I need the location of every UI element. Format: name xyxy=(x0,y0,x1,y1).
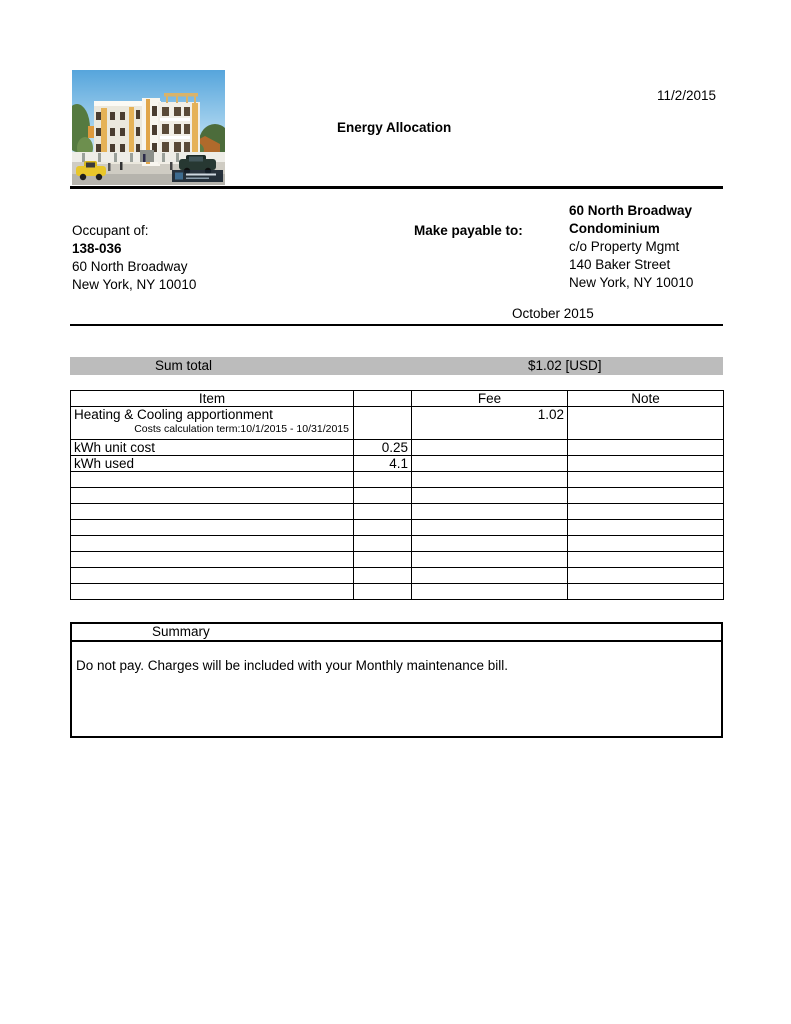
empty-cell xyxy=(354,536,412,552)
empty-cell xyxy=(568,488,724,504)
kwh-unit-cost-note-cell xyxy=(568,440,724,456)
empty-cell xyxy=(568,536,724,552)
empty-cell xyxy=(568,552,724,568)
kwh-unit-cost-label: kWh unit cost xyxy=(71,440,354,456)
empty-cell xyxy=(568,568,724,584)
building-photo xyxy=(72,70,225,185)
apportionment-item-cell xyxy=(71,407,354,440)
empty-cell xyxy=(354,568,412,584)
empty-cell xyxy=(568,472,724,488)
column-header-fee: Fee xyxy=(412,391,568,407)
payee-street: 140 Baker Street xyxy=(569,257,671,272)
empty-cell xyxy=(412,536,568,552)
photo-watermark xyxy=(172,170,223,182)
empty-cell xyxy=(71,584,354,600)
empty-row xyxy=(71,568,724,584)
row-kwh-used xyxy=(71,456,724,472)
header-divider xyxy=(70,186,723,189)
empty-cell xyxy=(568,504,724,520)
empty-cell xyxy=(354,584,412,600)
occupant-address-line2: New York, NY 10010 xyxy=(72,277,197,292)
summary-section xyxy=(70,622,723,738)
empty-cell xyxy=(354,520,412,536)
sum-total-label: Sum total xyxy=(155,358,213,373)
period-divider xyxy=(70,324,723,326)
kwh-used-label: kWh used xyxy=(71,456,354,472)
row-apportionment xyxy=(71,407,724,440)
summary-text: Do not pay. Charges will be included with your Monthly maintenance bill. xyxy=(76,658,508,673)
summary-label: Summary xyxy=(152,624,210,639)
empty-cell xyxy=(412,472,568,488)
fee-table-header-row xyxy=(71,391,724,407)
empty-row xyxy=(71,504,724,520)
kwh-used-value: 4.1 xyxy=(354,456,412,472)
empty-row xyxy=(71,472,724,488)
empty-cell xyxy=(412,488,568,504)
fee-table xyxy=(70,390,723,600)
payee-name-line2: Condominium xyxy=(569,221,660,236)
empty-cell xyxy=(568,584,724,600)
kwh-unit-cost-value: 0.25 xyxy=(354,440,412,456)
empty-cell xyxy=(71,504,354,520)
apportionment-fee-cell: 1.02 xyxy=(412,407,568,440)
empty-cell xyxy=(412,552,568,568)
summary-header xyxy=(72,624,721,642)
empty-cell xyxy=(354,488,412,504)
apportionment-note-cell xyxy=(568,407,724,440)
document-title: Energy Allocation xyxy=(337,120,452,135)
column-header-item: Item xyxy=(71,391,354,407)
empty-cell xyxy=(71,536,354,552)
billing-period: October 2015 xyxy=(512,306,594,321)
empty-cell xyxy=(71,568,354,584)
empty-row xyxy=(71,584,724,600)
occupant-address-line1: 60 North Broadway xyxy=(72,259,188,274)
empty-cell xyxy=(71,552,354,568)
empty-row xyxy=(71,520,724,536)
occupant-label: Occupant of: xyxy=(72,223,149,238)
sum-total-value: $1.02 [USD] xyxy=(528,358,602,373)
empty-cell xyxy=(71,488,354,504)
sum-total-bar xyxy=(70,357,723,375)
make-payable-label: Make payable to: xyxy=(414,223,523,238)
empty-cell xyxy=(412,520,568,536)
empty-cell xyxy=(568,520,724,536)
payee-city: New York, NY 10010 xyxy=(569,275,694,290)
empty-cell xyxy=(354,552,412,568)
kwh-unit-cost-fee-cell xyxy=(412,440,568,456)
column-header-note: Note xyxy=(568,391,724,407)
apportionment-term: Costs calculation term:10/1/2015 - 10/31/2015 xyxy=(134,423,349,435)
row-kwh-unit-cost xyxy=(71,440,724,456)
payee-care-of: c/o Property Mgmt xyxy=(569,239,680,254)
occupant-unit: 138-036 xyxy=(72,241,122,256)
empty-cell xyxy=(354,472,412,488)
building-photo-image xyxy=(72,70,225,185)
apportionment-item-label: Heating & Cooling apportionment xyxy=(74,407,273,422)
payee-block xyxy=(569,202,693,292)
empty-row xyxy=(71,536,724,552)
column-header-qty xyxy=(354,391,412,407)
occupant-block xyxy=(72,222,196,294)
document-date: 11/2/2015 xyxy=(657,88,717,103)
payee-name-line1: 60 North Broadway xyxy=(569,203,693,218)
empty-cell xyxy=(412,568,568,584)
apportionment-qty-cell xyxy=(354,407,412,440)
empty-row xyxy=(71,488,724,504)
kwh-used-note-cell xyxy=(568,456,724,472)
empty-cell xyxy=(71,520,354,536)
empty-cell xyxy=(412,504,568,520)
empty-cell xyxy=(71,472,354,488)
empty-cell xyxy=(412,584,568,600)
kwh-used-fee-cell xyxy=(412,456,568,472)
empty-cell xyxy=(354,504,412,520)
empty-row xyxy=(71,552,724,568)
